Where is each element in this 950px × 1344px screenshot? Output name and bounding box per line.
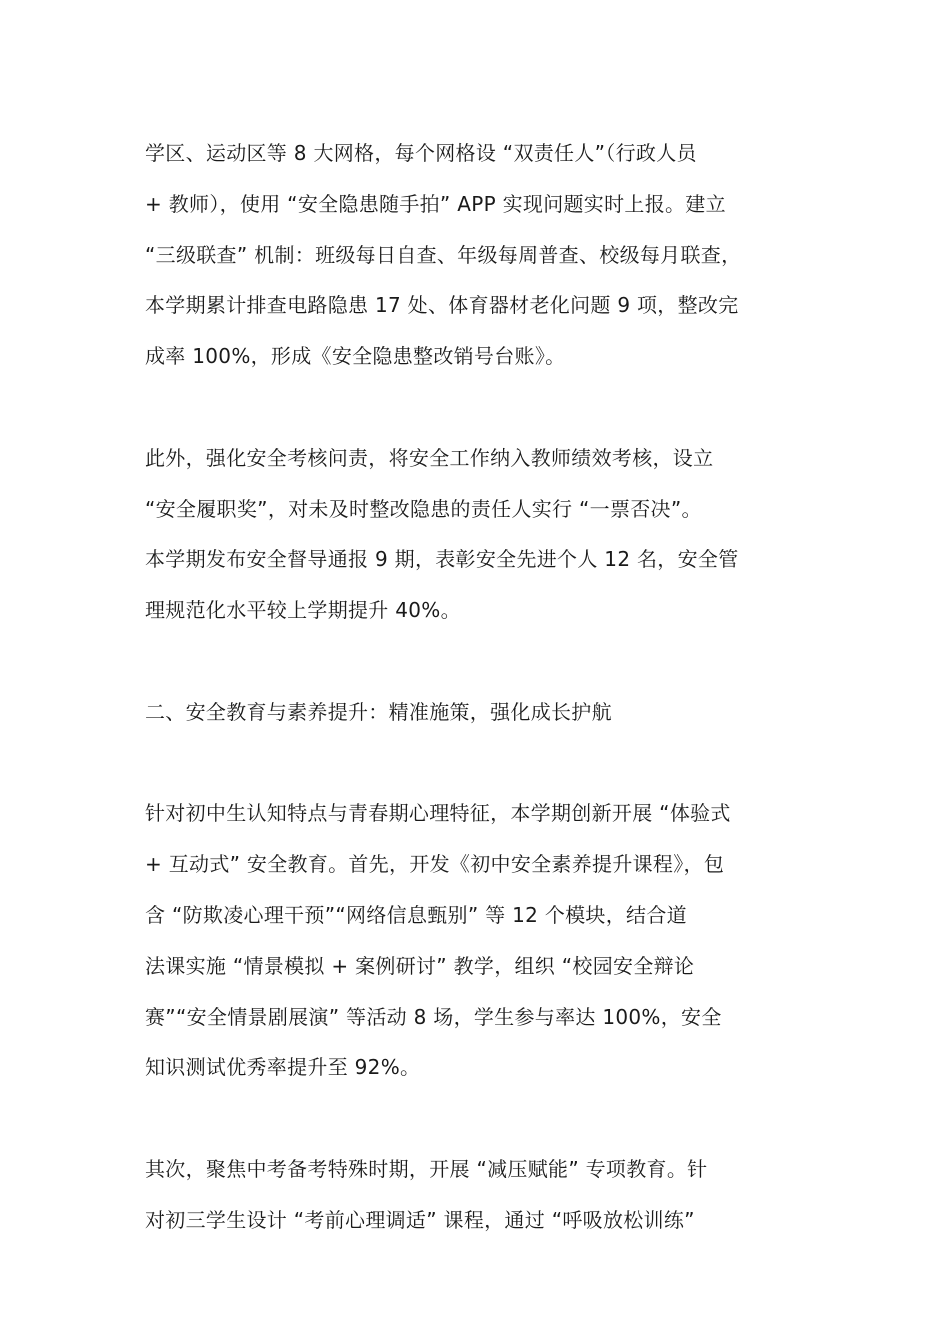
text-line: 对初三学生设计 “考前心理调适” 课程，通过 “呼吸放松训练” [145, 1207, 695, 1232]
paragraph-safety-education [145, 788, 825, 1093]
text-line: + 教师），使用 “安全隐患随手拍” APP 实现问题实时上报。建立 [145, 191, 726, 216]
text-line: 其次，聚焦中考备考特殊时期，开展 “减压赋能” 专项教育。针 [145, 1156, 708, 1181]
paragraph-spacer [145, 1093, 825, 1144]
paragraph-accountability [145, 433, 825, 636]
text-line: “三级联查” 机制：班级每日自查、年级每周普查、校级每月联查， [145, 242, 742, 267]
paragraph-exam-support [145, 1144, 825, 1246]
text-line: 知识测试优秀率提升至 92%。 [145, 1055, 421, 1080]
document-body [145, 128, 825, 1246]
text-line: “安全履职奖”，对未及时整改隐患的责任人实行 “一票否决”。 [145, 496, 702, 521]
text-line: 含 “防欺凌心理干预”“网络信息甄别” 等 12 个模块，结合道 [145, 902, 687, 927]
heading-line: 二、安全教育与素养提升：精准施策，强化成长护航 [145, 699, 612, 724]
text-line: 针对初中生认知特点与青春期心理特征，本学期创新开展 “体验式 [145, 801, 731, 826]
text-line: 本学期发布安全督导通报 9 期，表彰安全先进个人 12 名，安全管 [145, 547, 739, 572]
paragraph-spacer [145, 382, 825, 433]
text-line: 赛”“安全情景剧展演” 等活动 8 场，学生参与率达 100%，安全 [145, 1004, 722, 1029]
section-heading [145, 687, 825, 738]
text-line: 此外，强化安全考核问责，将安全工作纳入教师绩效考核，设立 [145, 445, 714, 470]
text-line: 法课实施 “情景模拟 + 案例研讨” 教学，组织 “校园安全辩论 [145, 953, 695, 978]
text-line: 学区、运动区等 8 大网格，每个网格设 “双责任人”（行政人员 [145, 141, 697, 165]
text-line: 本学期累计排查电路隐患 17 处、体育器材老化问题 9 项，整改完 [145, 293, 739, 318]
paragraph-spacer [145, 738, 825, 789]
paragraph-grid-management [145, 128, 825, 382]
text-line: + 互动式” 安全教育。首先，开发《初中安全素养提升课程》，包 [145, 852, 725, 877]
text-line: 成率 100%，形成《安全隐患整改销号台账》。 [145, 344, 566, 369]
text-line: 理规范化水平较上学期提升 40%。 [145, 598, 461, 623]
paragraph-spacer [145, 636, 825, 687]
